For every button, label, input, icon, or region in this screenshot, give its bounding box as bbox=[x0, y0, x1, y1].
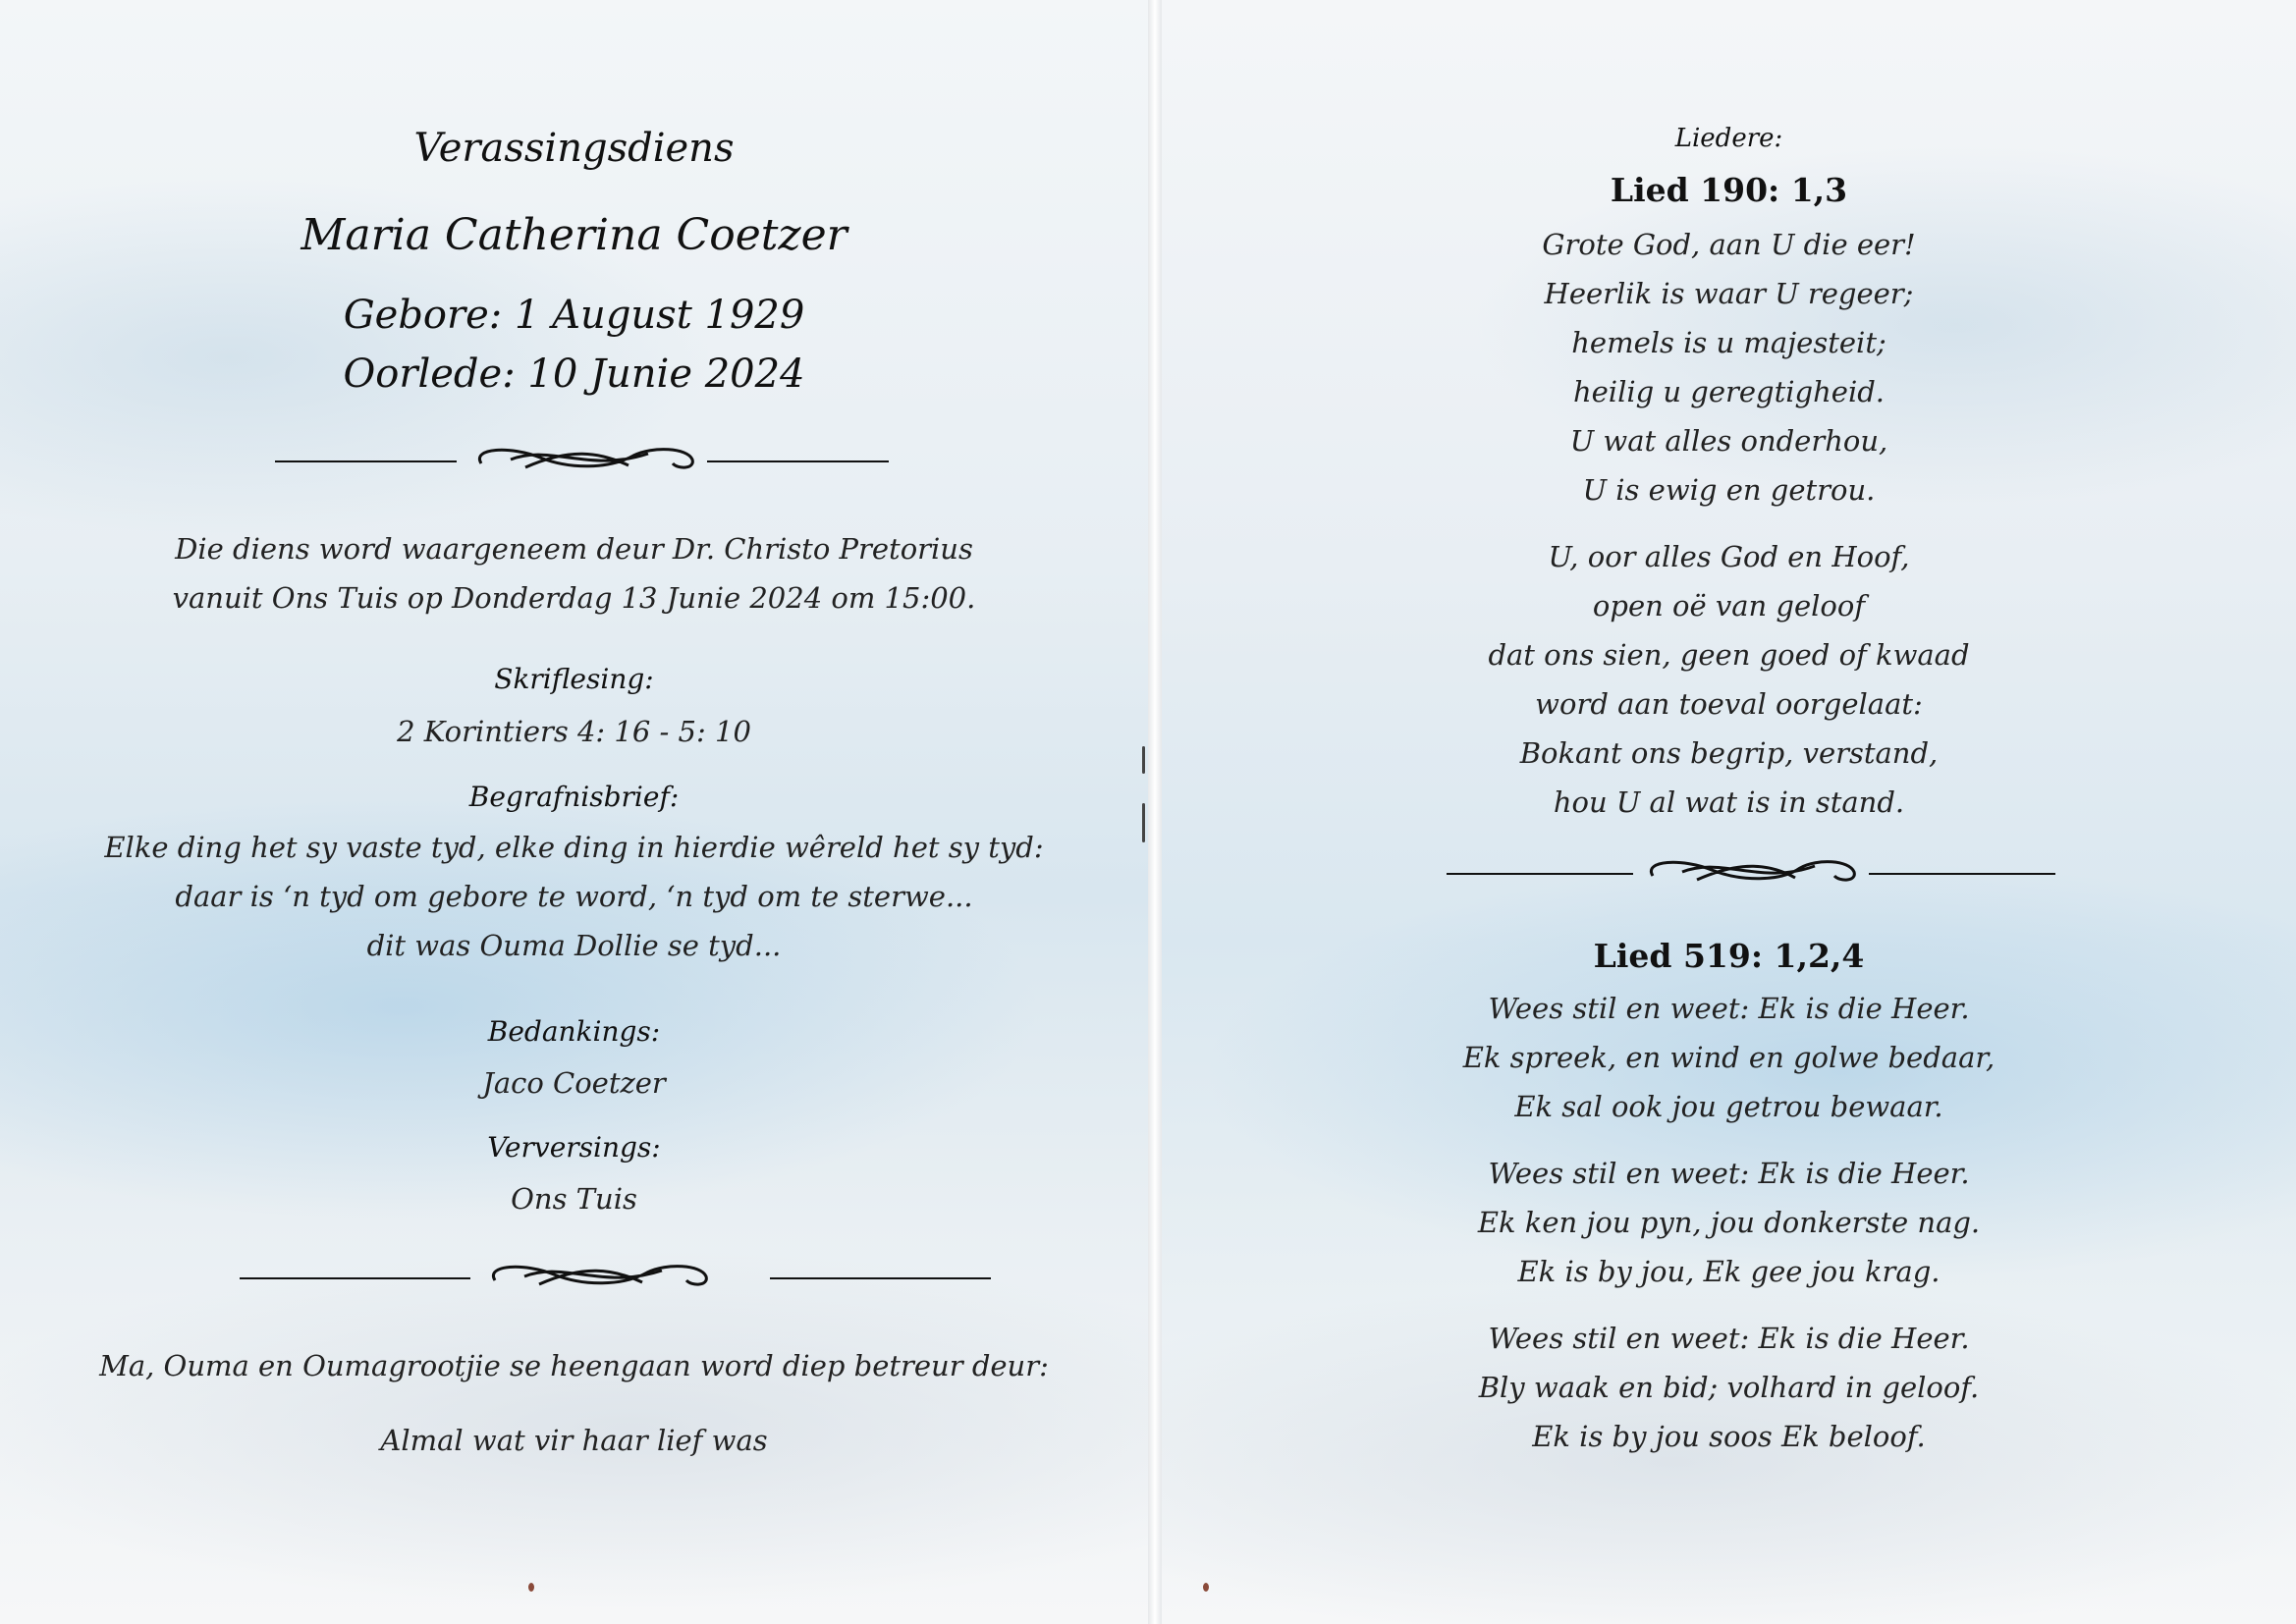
birth-date: Gebore: 1 August 1929 bbox=[343, 293, 805, 338]
scripture-label: Skriflesing: bbox=[494, 663, 654, 695]
flourish-divider-icon bbox=[1447, 854, 2055, 893]
flourish-divider-icon bbox=[240, 1259, 991, 1298]
obituary-line: Elke ding het sy vaste tyd, elke ding in hierdie wêreld het sy tyd: bbox=[104, 831, 1044, 864]
hymn-line: Ek is by jou soos Ek beloof. bbox=[1532, 1420, 1926, 1453]
death-date: Oorlede: 10 Junie 2024 bbox=[343, 352, 805, 397]
hymn-line: Ek ken jou pyn, jou donkerste nag. bbox=[1477, 1206, 1981, 1239]
page-gutter bbox=[1148, 0, 1162, 1624]
flourish-divider-icon bbox=[275, 440, 889, 479]
hymn-line: Ek sal ook jou getrou bewaar. bbox=[1514, 1090, 1943, 1123]
refreshments-label: Verversings: bbox=[487, 1131, 661, 1164]
hymn-title: Lied 190: 1,3 bbox=[1610, 171, 1848, 209]
obituary-label: Begrafnisbrief: bbox=[468, 781, 680, 813]
hymn-line: hou U al wat is in stand. bbox=[1553, 785, 1905, 819]
right-page bbox=[1162, 0, 2296, 1624]
fold-mark bbox=[1142, 746, 1145, 774]
obituary-line: daar is ‘n tyd om gebore te word, ‘n tyd om te sterwe... bbox=[175, 880, 973, 913]
paper-speck bbox=[528, 1583, 534, 1592]
obituary-line: dit was Ouma Dollie se tyd... bbox=[366, 929, 782, 962]
hymn-line: U wat alles onderhou, bbox=[1569, 424, 1888, 458]
scripture-reference: 2 Korintiers 4: 16 - 5: 10 bbox=[397, 715, 751, 748]
hymn-line: Ek spreek, en wind en golwe bedaar, bbox=[1462, 1041, 1995, 1074]
hymn-line: open oë van geloof bbox=[1592, 589, 1866, 623]
hymn-line: Bokant ons begrip, verstand, bbox=[1519, 736, 1939, 770]
hymn-line: U is ewig en getrou. bbox=[1582, 473, 1876, 507]
service-info-line2: vanuit Ons Tuis op Donderdag 13 Junie 2024 om 15:00. bbox=[172, 581, 976, 615]
mourned-by: Almal wat vir haar lief was bbox=[380, 1424, 768, 1457]
hymn-line: Wees stil en weet: Ek is die Heer. bbox=[1488, 992, 1970, 1025]
hymn-line: heilig u geregtigheid. bbox=[1572, 375, 1886, 408]
hymn-title: Lied 519: 1,2,4 bbox=[1593, 937, 1865, 975]
hymn-line: Bly waak en bid; volhard in geloof. bbox=[1478, 1371, 1980, 1404]
hymn-line: Wees stil en weet: Ek is die Heer. bbox=[1488, 1157, 1970, 1190]
thanks-name: Jaco Coetzer bbox=[482, 1066, 666, 1100]
paper-speck bbox=[1203, 1583, 1209, 1592]
hymn-line: Grote God, aan U die eer! bbox=[1542, 228, 1916, 261]
hymn-line: Ek is by jou, Ek gee jou krag. bbox=[1517, 1255, 1941, 1288]
hymn-line: U, oor alles God en Hoof, bbox=[1548, 540, 1910, 573]
hymn-line: Heerlik is waar U regeer; bbox=[1544, 277, 1914, 310]
mourned-line: Ma, Ouma en Oumagrootjie se heengaan word diep betreur deur: bbox=[99, 1349, 1049, 1382]
deceased-name: Maria Catherina Coetzer bbox=[301, 210, 847, 260]
songs-label: Liedere: bbox=[1674, 124, 1783, 153]
hymn-line: dat ons sien, geen goed of kwaad bbox=[1488, 638, 1970, 672]
thanks-label: Bedankings: bbox=[487, 1015, 661, 1048]
service-info-line1: Die diens word waargeneem deur Dr. Christo Pretorius bbox=[175, 532, 973, 566]
refreshments-value: Ons Tuis bbox=[511, 1182, 637, 1216]
service-heading: Verassingsdiens bbox=[413, 126, 735, 171]
hymn-line: word aan toeval oorgelaat: bbox=[1535, 687, 1923, 721]
hymn-line: hemels is u majesteit; bbox=[1571, 326, 1886, 359]
fold-mark bbox=[1142, 803, 1145, 842]
hymn-line: Wees stil en weet: Ek is die Heer. bbox=[1488, 1322, 1970, 1355]
